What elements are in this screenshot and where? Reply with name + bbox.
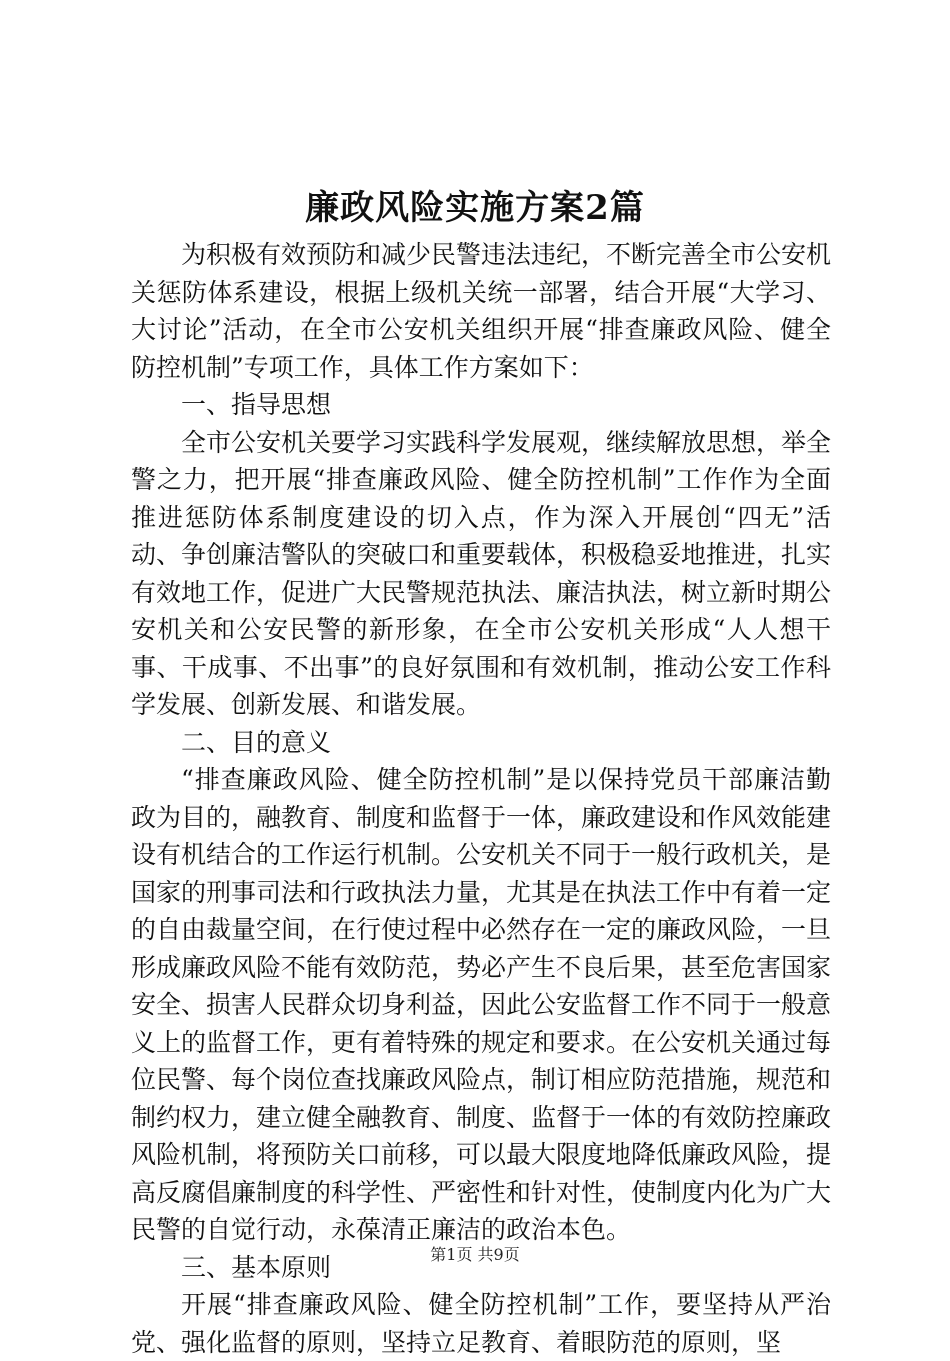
page-number-footer: 第1页 共9页 — [430, 1245, 520, 1264]
document-title: 廉政风险实施方案2篇 — [305, 188, 645, 228]
principles-paragraph: 开展“排查廉政风险、健全防控机制”工作，要坚持从严治党、强化监督的原则，坚持立足教育、着眼防范的原则，坚 — [131, 1290, 831, 1357]
section-heading-principles: 三、基本原则 — [181, 1252, 332, 1282]
section-heading-guiding-thought: 一、指导思想 — [181, 390, 332, 419]
section-heading-purpose: 二、目的意义 — [181, 727, 332, 757]
document-body — [131, 236, 831, 1361]
purpose-paragraph: “排查廉政风险、健全防控机制”是以保持党员干部廉洁勤政为目的，融教育、制度和监督于一体，廉政建设和作风效能建设有机结合的工作运行机制。公安机关不同于一般行政机关，是国家的刑事司法和行政执法力量，尤其是在执法工作中有着一定的自由裁量空间，在行使过程中必然存在一定的廉政风险，一旦形成廉政风险不能有效防范，势必产生不良后果，甚至危害国家安全、损害人民群众切身利益，因此公安监督工作不同于一般意义上的监督工作，更有着特殊的规定和要求。在公安机关通过每位民警、每个岗位查找廉政风险点，制订相应防范措施，规范和制约权力，建立健全融教育、制度、监督于一体的有效防控廉政风险机制，将预防关口前移，可以最大限度地降低廉政风险，提高反腐倡廉制度的科学性、严密性和针对性，使制度内化为广大民警的自觉行动，永葆清正廉洁的政治本色。 — [131, 765, 832, 1244]
guiding-thought-paragraph: 全市公安机关要学习实践科学发展观，继续解放思想，举全警之力，把开展“排查廉政风险、健全防控机制”工作作为全面推进惩防体系制度建设的切入点，作为深入开展创“四无”活动、争创廉洁警队的突破口和重要载体，积极稳妥地推进，扎实有效地工作，促进广大民警规范执法、廉洁执法，树立新时期公安机关和公安民警的新形象，在全市公安机关形成“人人想干事、干成事、不出事”的良好氛围和有效机制，推动公安工作科学发展、创新发展、和谐发展。 — [131, 427, 832, 719]
intro-paragraph: 为积极有效预防和减少民警违法违纪，不断完善全市公安机关惩防体系建设，根据上级机关统一部署，结合开展“大学习、大讨论”活动，在全市公安机关组织开展“排查廉政风险、健全防控机制”专项工作，具体工作方案如下： — [131, 240, 832, 382]
